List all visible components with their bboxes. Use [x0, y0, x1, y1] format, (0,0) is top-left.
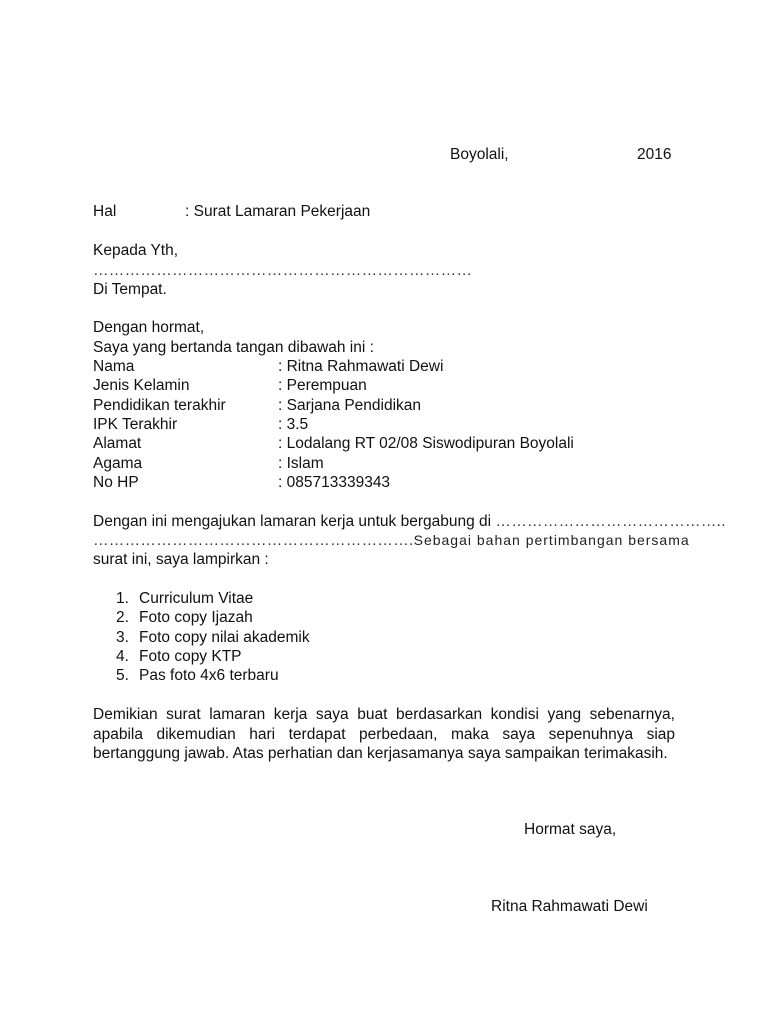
field-value: : Ritna Rahmawati Dewi	[278, 358, 444, 375]
attachment-number: 1.	[116, 590, 129, 607]
recipient-placeholder: ………………………………………………………………	[93, 262, 473, 279]
attachment-number: 4.	[116, 648, 129, 665]
subject-value: : Surat Lamaran Pekerjaan	[185, 203, 371, 220]
signoff: Hormat saya,	[524, 821, 617, 838]
field-label: Nama	[93, 358, 135, 375]
field-label: Alamat	[93, 435, 142, 452]
attachment-text: Foto copy KTP	[139, 648, 242, 665]
attachment-text: Curriculum Vitae	[139, 590, 254, 607]
place-city: Boyolali,	[450, 146, 509, 163]
field-label: Jenis Kelamin	[93, 377, 190, 394]
attachment-text: Foto copy nilai akademik	[139, 629, 310, 646]
company-placeholder-1: ……………………………………..	[495, 513, 726, 530]
salutation: Dengan hormat,	[93, 319, 205, 336]
field-label: Agama	[93, 455, 143, 472]
closing-paragraph: Demikian surat lamaran kerja saya buat berdasarkan kondisi yang sebenarnya, apabila dikemudian hari terdapat perbedaan, maka saya sepenuhnya siap bertanggung jawab. Atas perhatian dan kerjasamanya saya sampaikan terimakasih.	[93, 706, 675, 762]
application-text-2: Sebagai bahan pertimbangan bersama	[413, 532, 690, 548]
intro-line: Saya yang bertanda tangan dibawah ini :	[93, 339, 374, 356]
recipient-location: Di Tempat.	[93, 281, 167, 298]
attachment-number: 2.	[116, 609, 129, 626]
attachment-number: 5.	[116, 667, 129, 684]
application-line-3: surat ini, saya lampirkan :	[93, 551, 269, 568]
application-text: Dengan ini mengajukan lamaran kerja untuk bergabung di	[93, 513, 492, 530]
attachment-text: Foto copy Ijazah	[139, 609, 253, 626]
subject-label: Hal	[93, 203, 117, 220]
field-label: IPK Terakhir	[93, 416, 178, 433]
field-value: : Perempuan	[278, 377, 367, 394]
signer-name: Ritna Rahmawati Dewi	[491, 898, 648, 915]
application-line-2	[93, 531, 690, 551]
field-label: No HP	[93, 474, 139, 491]
field-value: : Islam	[278, 455, 324, 472]
field-value: : 085713339343	[278, 474, 391, 491]
field-value: : Sarjana Pendidikan	[278, 397, 422, 414]
recipient-greeting: Kepada Yth,	[93, 242, 179, 259]
field-value: : Lodalang RT 02/08 Siswodipuran Boyolali	[278, 435, 574, 452]
date-year: 2016	[637, 146, 672, 163]
company-placeholder-2: …………………………………………………….	[93, 532, 414, 549]
field-label: Pendidikan terakhir	[93, 397, 226, 414]
application-line-1	[93, 512, 726, 532]
attachment-text: Pas foto 4x6 terbaru	[139, 667, 279, 684]
field-value: : 3.5	[278, 416, 309, 433]
attachment-number: 3.	[116, 629, 129, 646]
